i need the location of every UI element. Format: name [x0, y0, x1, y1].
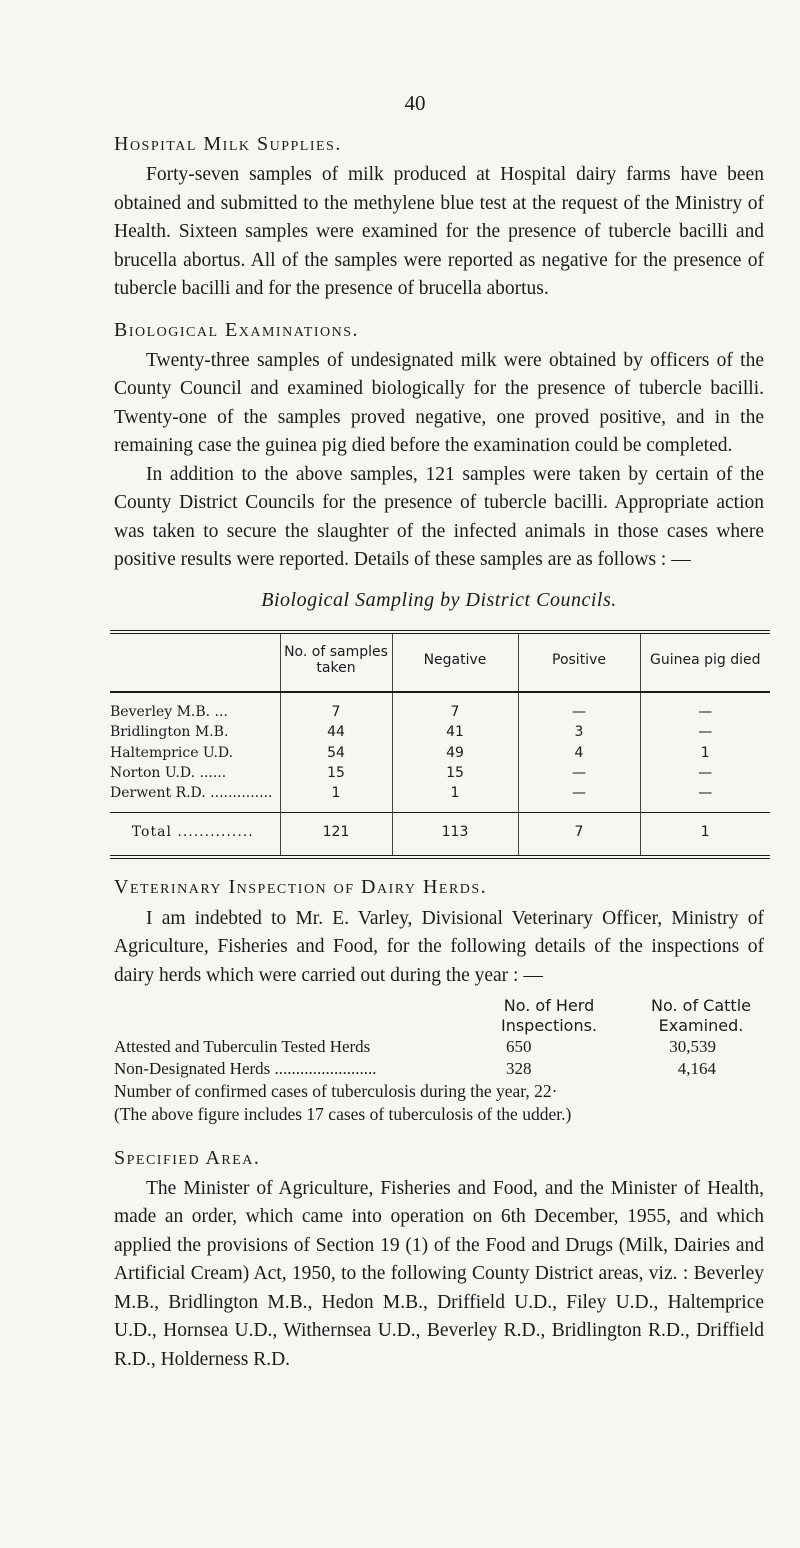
table-cell: 7 — [280, 692, 392, 722]
table-total-row — [110, 813, 770, 858]
district-name: Haltemprice U.D. — [110, 744, 234, 761]
table-row — [110, 783, 770, 813]
section-veterinary-inspection — [114, 873, 764, 1125]
udder-cases-note: (The above figure includes 17 cases of tuberculosis of the udder.) — [114, 1103, 572, 1124]
district-name: Derwent R.D. .............. — [110, 785, 273, 801]
herd-row — [114, 1058, 764, 1080]
table-cell: — — [518, 783, 640, 813]
tuberculosis-cases-line: Number of confirmed cases of tuberculosis during the year, 22· — [114, 1081, 558, 1102]
page-content — [110, 130, 764, 1386]
table-row — [110, 722, 770, 742]
table-cell: 15 — [280, 763, 392, 783]
column-header: Negative — [392, 632, 518, 693]
table-cell: 121 — [280, 813, 392, 858]
table-cell: 54 — [280, 743, 392, 763]
page-number: 40 — [404, 91, 426, 115]
column-header: Positive — [518, 632, 640, 693]
district-name: Norton U.D. ...... — [110, 764, 227, 781]
table-cell: — — [518, 692, 640, 722]
table-cell: 1 — [392, 783, 518, 813]
table-cell: 1 — [640, 813, 770, 858]
section-hospital-milk — [114, 130, 764, 304]
table-cell: 7 — [518, 813, 640, 858]
district-name: Beverley M.B. ... — [110, 704, 228, 721]
table-cell: 3 — [518, 722, 640, 742]
table-row — [110, 692, 770, 722]
district-name: Bridlington M.B. — [110, 724, 229, 741]
herd-count: 328 — [506, 1059, 532, 1079]
table-cell: 15 — [392, 763, 518, 783]
herd-inspection-table — [114, 996, 764, 1126]
cattle-count: 4,164 — [677, 1059, 716, 1079]
herd-row-label: Attested and Tuberculin Tested Herds — [114, 1036, 371, 1056]
section-biological-examinations — [114, 316, 764, 575]
section-heading: Veterinary Inspection of Dairy Herds. — [114, 876, 488, 899]
column-header — [110, 632, 280, 693]
table-caption: Biological Sampling by District Councils. — [261, 589, 617, 612]
table-cell: 1 — [640, 743, 770, 763]
section-heading: Hospital Milk Supplies. — [114, 133, 342, 155]
herd-row-label: Non-Designated Herds ........................ — [114, 1059, 377, 1079]
table-row — [110, 763, 770, 783]
column-header: No. of samples taken — [280, 632, 392, 693]
cattle-count: 30,539 — [669, 1036, 716, 1056]
table-cell: 7 — [392, 692, 518, 722]
sampling-table — [110, 630, 770, 860]
column-header: No. of Cattle Examined. — [651, 995, 751, 1035]
paragraph: Forty-seven samples of milk produced at Hospital dairy farms have been obtained and submitted to the methylene blue test at the request of the Ministry of Health. Sixteen samples were examined for the presence of tubercle bacilli and brucella abortus. All of the samples were reported as negative for the presence of tubercle bacilli and for the presence of brucella abortus. — [114, 164, 764, 300]
table-cell: 49 — [392, 743, 518, 763]
paragraph: I am indebted to Mr. E. Varley, Divisional Veterinary Officer, Ministry of Agriculture, Fisheries and Food, for the following details of the inspections of dairy herds which were carried out during the year : — — [114, 907, 764, 986]
table-cell: 44 — [280, 722, 392, 742]
table-row — [110, 743, 770, 763]
paragraph: The Minister of Agriculture, Fisheries and Food, and the Minister of Health, made an order, which came into operation on 6th December, 1955, and which applied the provisions of Section 19 (1) of the Food and Drugs (Milk, Dairies and Artificial Cream) Act, 1950, to the following County District areas, viz. : Beverley M.B., Bridlington M.B., Hedon M.B., Driffield U.D., Filey U.D., Haltemprice U.D., Hornsea U.D., Withernsea U.D., Beverley R.D., Bridlington R.D., Driffield R.D., Holderness R.D. — [114, 1177, 764, 1370]
column-header: Guinea pig died — [640, 632, 770, 693]
table-header-row — [110, 632, 770, 693]
table-cell: 41 — [392, 722, 518, 742]
table-cell: — — [640, 722, 770, 742]
paragraph: In addition to the above samples, 121 samples were taken by certain of the County District Councils for the presence of tubercle bacilli. Appropriate action was taken to secure the slaughter of the infected animals in those cases where positive results were reported. Details of these samples are as follows : — — [114, 463, 764, 570]
total-label: Total .............. — [110, 813, 280, 858]
section-specified-area — [114, 1144, 764, 1374]
section-heading: Biological Examinations. — [114, 318, 359, 341]
herd-row — [114, 1036, 764, 1058]
table-cell: 4 — [518, 743, 640, 763]
paragraph: Twenty-three samples of undesignated milk were obtained by officers of the County Council and examined biologically for the presence of tubercle bacilli. Twenty-one of the samples proved negative, one proved positive, and in the remaining case the guinea pig died before the examination could be completed. — [114, 349, 764, 457]
column-header: No. of Herd Inspections. — [500, 995, 598, 1035]
table-cell: 113 — [392, 813, 518, 858]
herd-count: 650 — [506, 1036, 532, 1056]
herd-table-header — [114, 996, 764, 1036]
section-heading: Specified Area. — [114, 1146, 261, 1169]
table-cell: 1 — [280, 783, 392, 813]
table-cell: — — [640, 783, 770, 813]
table-cell: — — [640, 692, 770, 722]
table-cell: — — [640, 763, 770, 783]
table-cell: — — [518, 763, 640, 783]
